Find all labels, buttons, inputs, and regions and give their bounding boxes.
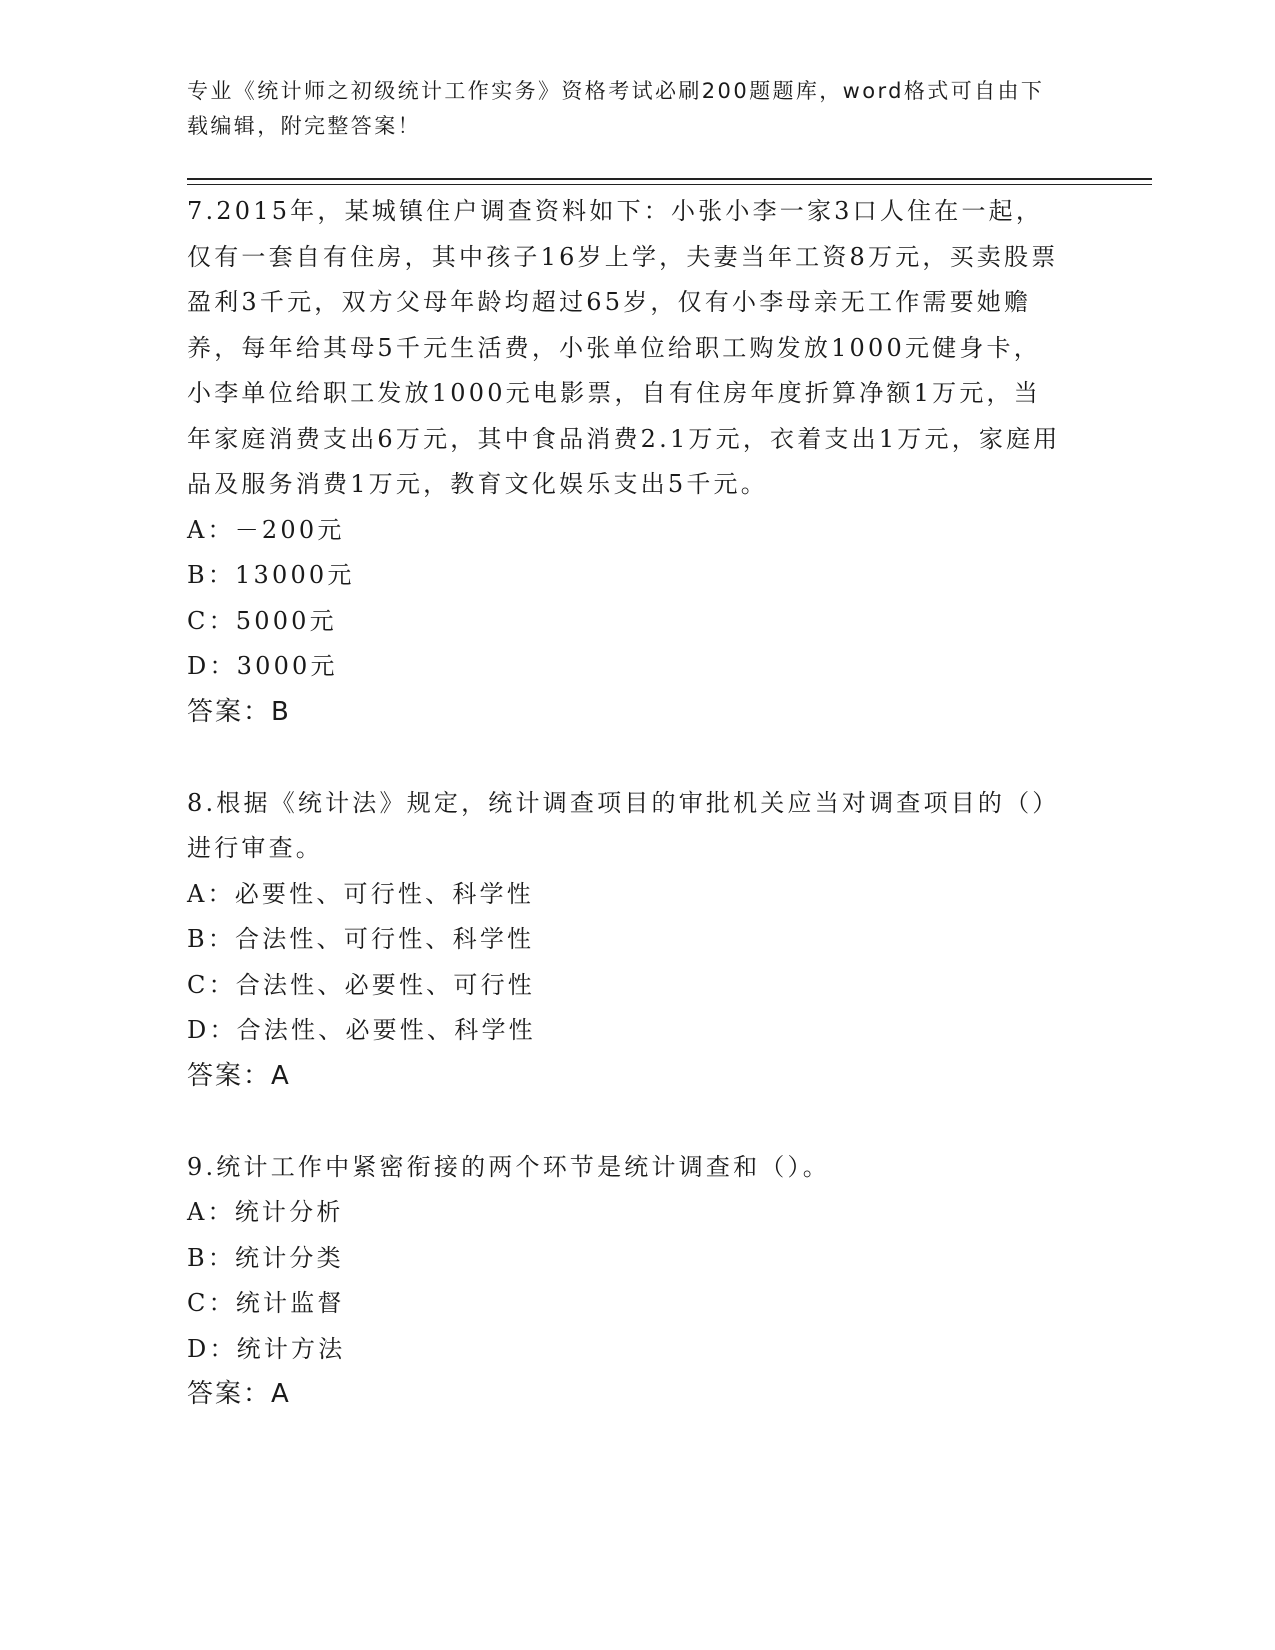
option-c: C：合法性、必要性、可行性 [187, 970, 535, 999]
option-a: A：必要性、可行性、科学性 [187, 879, 534, 908]
question-7 [187, 189, 1067, 735]
option-d: D：合法性、必要性、科学性 [187, 1016, 536, 1044]
page-header: 专业《统计师之初级统计工作实务》资格考试必刷200题题库，word格式可自由下载编辑，附完整答案！ [187, 79, 1045, 138]
question-spacer [187, 1099, 1067, 1145]
question-stem: 7.2015年，某城镇住户调查资料如下：小张小李一家3口人住在一起，仅有一套自有住房，其中孩子16岁上学，夫妻当年工资8万元，买卖股票盈利3千元，双方父母年龄均超过65岁，仅有小李母亲无工作需要她赡养，每年给其母5千元生活费，小张单位给职工购发放1000元健身卡，小李单位给职工发放1000元电影票，自有住房年度折算净额1万元，当年家庭消费支出6万元，其中食品消费2.1万元，衣着支出1万元，家庭用品及服务消费1万元，教育文化娱乐支出5千元。 [187, 197, 1061, 498]
answer: 答案：A [187, 1379, 291, 1409]
option-a: A：－200元 [187, 515, 345, 544]
question-spacer [187, 735, 1067, 781]
option-c: C：统计监督 [187, 1289, 345, 1317]
option-d: D：3000元 [187, 652, 338, 680]
option-b: B：合法性、可行性、科学性 [187, 925, 535, 953]
answer: 答案：A [187, 1060, 291, 1091]
option-b: B：统计分类 [187, 1243, 344, 1272]
header-rule-thick [187, 178, 1152, 180]
question-9 [187, 1145, 1067, 1418]
option-d: D：统计方法 [187, 1334, 346, 1363]
option-a: A：统计分析 [187, 1198, 344, 1226]
question-stem: 9.统计工作中紧密衔接的两个环节是统计调查和（）。 [187, 1152, 830, 1181]
question-list [187, 189, 1067, 1418]
option-c: C：5000元 [187, 606, 337, 635]
answer: 答案：B [187, 696, 291, 727]
option-b: B：13000元 [187, 561, 355, 589]
question-8 [187, 781, 1067, 1100]
header-rule-thin [187, 184, 1152, 185]
question-stem: 8.根据《统计法》规定，统计调查项目的审批机关应当对调查项目的（）进行审查。 [187, 788, 1060, 862]
